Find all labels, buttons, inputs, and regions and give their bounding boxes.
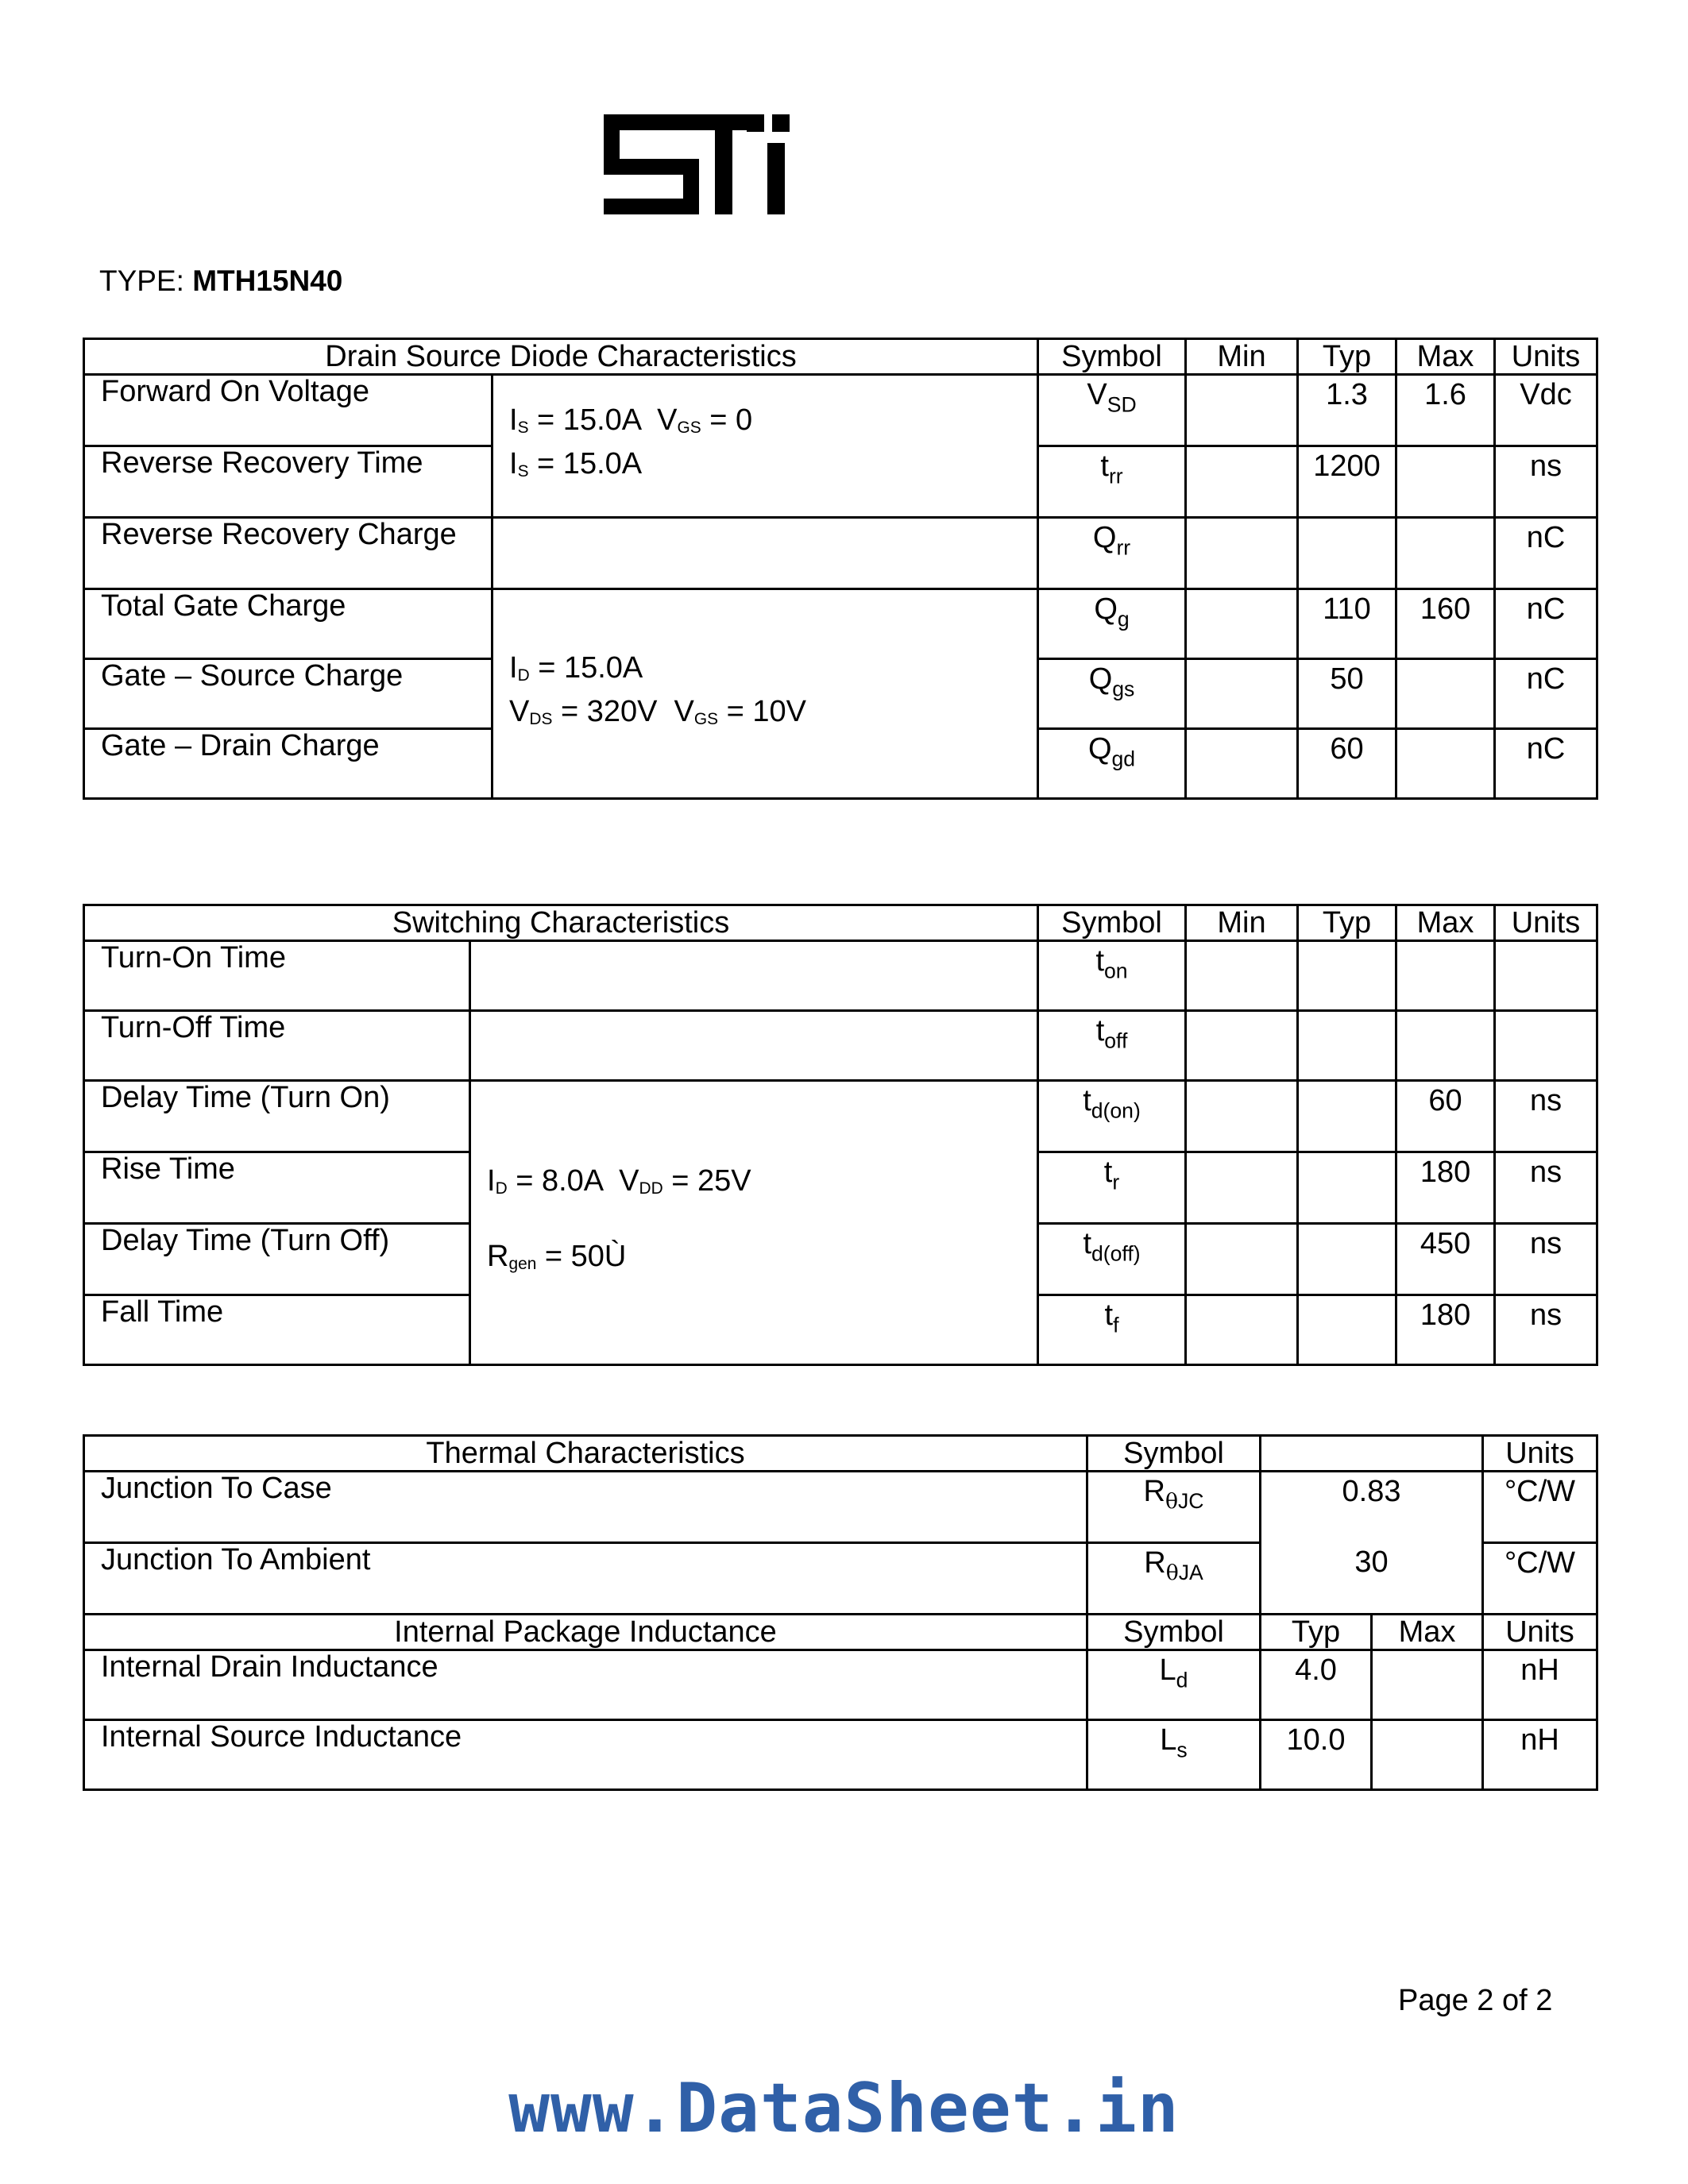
units-value: ns [1495, 1081, 1597, 1152]
param-name: Turn-On Time [84, 941, 470, 1011]
max-value [1396, 729, 1495, 799]
symbol: $Q_{gs}$ [1038, 659, 1186, 729]
table-header-row [84, 1436, 1597, 1472]
param-name: Delay Time (Turn Off) [84, 1224, 470, 1295]
param-name: Junction To Ambient [84, 1543, 1087, 1615]
param-name: Gate – Source Charge [84, 659, 492, 729]
typ-value: 1200 [1298, 446, 1396, 518]
param-name: Internal Drain Inductance [84, 1650, 1087, 1720]
symbol: $t_{off}$ [1038, 1011, 1186, 1081]
min-value [1186, 375, 1298, 446]
param-name: Turn-Off Time [84, 1011, 470, 1081]
table-title: Internal Package Inductance [84, 1615, 1087, 1650]
switching-characteristics-table [83, 904, 1598, 1366]
table-row [84, 1543, 1597, 1615]
max-value: 60 [1396, 1081, 1495, 1152]
max-value: 180 [1396, 1295, 1495, 1365]
watermark-link[interactable]: www.DataSheet.in [508, 2069, 1180, 2148]
max-value [1396, 941, 1495, 1011]
max-value: 180 [1396, 1152, 1495, 1224]
units-value: ns [1495, 446, 1597, 518]
typ-value [1298, 518, 1396, 589]
col-units: Units [1483, 1436, 1597, 1472]
table-row [84, 1011, 1597, 1081]
test-condition: $I_S = 15.0A$ $V_{GS} = 0$ $I_S = 15.0A$ [492, 375, 1038, 518]
symbol: $t_{on}$ [1038, 941, 1186, 1011]
typ-value [1298, 1152, 1396, 1224]
max-value [1372, 1650, 1483, 1720]
col-typ: Typ [1261, 1615, 1372, 1650]
units-value: nC [1495, 729, 1597, 799]
type-label: TYPE: [99, 264, 184, 297]
max-value: 450 [1396, 1224, 1495, 1295]
page-number: Page 2 of 2 [1398, 1984, 1553, 2017]
units-value: nH [1483, 1720, 1597, 1790]
symbol: $t_r$ [1038, 1152, 1186, 1224]
test-condition: $I_D = 15.0A$ $V_{DS} = 320V$ $V_{GS} = 10V$ [492, 589, 1038, 799]
table-title: Thermal Characteristics [84, 1436, 1087, 1472]
units-value: nC [1495, 518, 1597, 589]
col-symbol: Symbol [1087, 1436, 1261, 1472]
col-min: Min [1186, 339, 1298, 375]
min-value [1186, 1152, 1298, 1224]
typ-value: 50 [1298, 659, 1396, 729]
typ-value: 60 [1298, 729, 1396, 799]
units-value: nC [1495, 589, 1597, 659]
col-min: Min [1186, 905, 1298, 941]
table-row [84, 1720, 1597, 1790]
table-row [84, 941, 1597, 1011]
symbol: $L_d$ [1087, 1650, 1261, 1720]
units-value: Vdc [1495, 375, 1597, 446]
test-condition: $I_D = 8.0A$ $V_{DD} = 25V$ $R_{gen}$ = 50Ù [470, 1081, 1038, 1365]
units-value: °C/W [1483, 1543, 1597, 1615]
param-name: Reverse Recovery Time [84, 446, 492, 518]
diode-characteristics-table [83, 338, 1598, 800]
table-header-row [84, 1615, 1597, 1650]
max-value: 160 [1396, 589, 1495, 659]
col-typ: Typ [1298, 905, 1396, 941]
units-value [1495, 1011, 1597, 1081]
symbol: $V_{SD}$ [1038, 375, 1186, 446]
units-value: nH [1483, 1650, 1597, 1720]
test-condition [470, 1011, 1038, 1081]
min-value [1186, 1224, 1298, 1295]
table-row [84, 375, 1597, 446]
min-value [1186, 446, 1298, 518]
col-max: Max [1396, 905, 1495, 941]
max-value [1396, 659, 1495, 729]
symbol: $Q_{gd}$ [1038, 729, 1186, 799]
symbol: $R_{\theta JA}$ [1087, 1543, 1261, 1615]
min-value [1186, 589, 1298, 659]
max-value: 1.6 [1396, 375, 1495, 446]
min-value [1186, 518, 1298, 589]
units-value: nC [1495, 659, 1597, 729]
param-name: Rise Time [84, 1152, 470, 1224]
value: 0.83 [1261, 1472, 1483, 1543]
table-header-row [84, 905, 1597, 941]
table-row [84, 1472, 1597, 1543]
param-name: Fall Time [84, 1295, 470, 1365]
typ-value: 1.3 [1298, 375, 1396, 446]
min-value [1186, 729, 1298, 799]
table-header-row [84, 339, 1597, 375]
col-typ: Typ [1298, 339, 1396, 375]
units-value: ns [1495, 1152, 1597, 1224]
col-symbol: Symbol [1038, 339, 1186, 375]
col-max: Max [1372, 1615, 1483, 1650]
param-name: Forward On Voltage [84, 375, 492, 446]
device-type [99, 264, 342, 298]
col-symbol: Symbol [1038, 905, 1186, 941]
symbol: $t_{d(off)}$ [1038, 1224, 1186, 1295]
max-value [1396, 446, 1495, 518]
min-value [1186, 1011, 1298, 1081]
col-units: Units [1495, 905, 1597, 941]
max-value [1396, 518, 1495, 589]
col-value [1261, 1436, 1483, 1472]
units-value: ns [1495, 1224, 1597, 1295]
min-value [1186, 659, 1298, 729]
col-max: Max [1396, 339, 1495, 375]
max-value [1372, 1720, 1483, 1790]
typ-value [1298, 941, 1396, 1011]
max-value [1396, 1011, 1495, 1081]
units-value [1495, 941, 1597, 1011]
param-name: Internal Source Inductance [84, 1720, 1087, 1790]
symbol: $t_{d(on)}$ [1038, 1081, 1186, 1152]
typ-value [1298, 1295, 1396, 1365]
param-name: Junction To Case [84, 1472, 1087, 1543]
symbol: $t_f$ [1038, 1295, 1186, 1365]
units-value: °C/W [1483, 1472, 1597, 1543]
table-row [84, 589, 1597, 659]
thermal-characteristics-table [83, 1434, 1598, 1791]
symbol: $t_{rr}$ [1038, 446, 1186, 518]
units-value: ns [1495, 1295, 1597, 1365]
symbol: $L_s$ [1087, 1720, 1261, 1790]
symbol: $Q_g$ [1038, 589, 1186, 659]
col-units: Units [1495, 339, 1597, 375]
type-value: MTH15N40 [192, 264, 343, 297]
col-symbol: Symbol [1087, 1615, 1261, 1650]
param-name: Delay Time (Turn On) [84, 1081, 470, 1152]
col-units: Units [1483, 1615, 1597, 1650]
table-title: Switching Characteristics [84, 905, 1038, 941]
test-condition [470, 941, 1038, 1011]
min-value [1186, 941, 1298, 1011]
typ-value [1298, 1081, 1396, 1152]
symbol: $R_{\theta JC}$ [1087, 1472, 1261, 1543]
typ-value: 4.0 [1261, 1650, 1372, 1720]
value: 30 [1261, 1543, 1483, 1615]
table-row [84, 1081, 1597, 1152]
table-title: Drain Source Diode Characteristics [84, 339, 1038, 375]
symbol: $Q_{rr}$ [1038, 518, 1186, 589]
param-name: Gate – Drain Charge [84, 729, 492, 799]
param-name: Total Gate Charge [84, 589, 492, 659]
test-condition [492, 518, 1038, 589]
table-row [84, 518, 1597, 589]
min-value [1186, 1295, 1298, 1365]
typ-value: 110 [1298, 589, 1396, 659]
min-value [1186, 1081, 1298, 1152]
typ-value [1298, 1224, 1396, 1295]
typ-value: 10.0 [1261, 1720, 1372, 1790]
param-name: Reverse Recovery Charge [84, 518, 492, 589]
table-row [84, 1650, 1597, 1720]
typ-value [1298, 1011, 1396, 1081]
sti-logo-icon [604, 103, 794, 222]
